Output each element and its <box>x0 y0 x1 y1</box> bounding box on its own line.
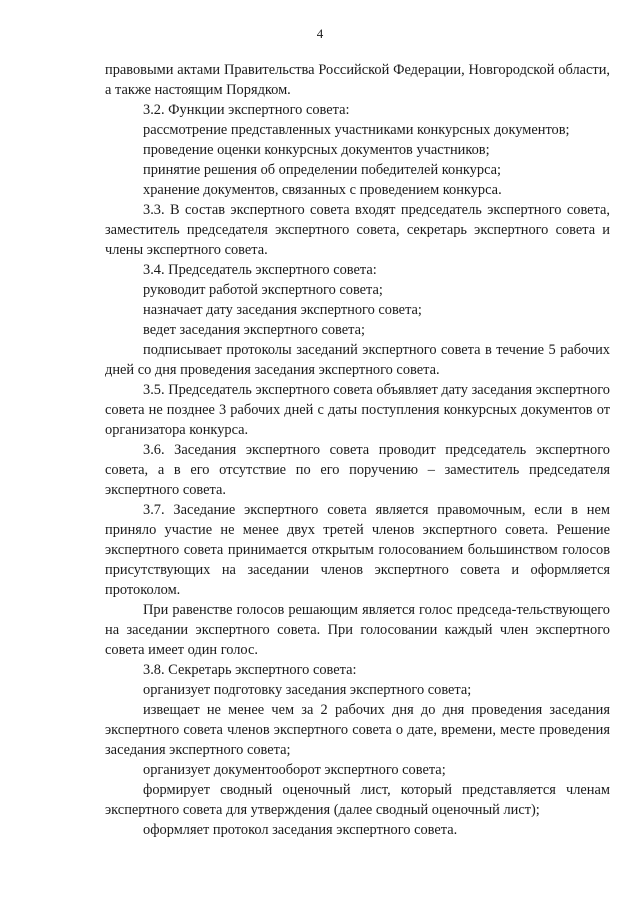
paragraph: формирует сводный оценочный лист, который представляется членам экспертного совета для утверждения (далее сводный оценочный лист); <box>105 782 610 818</box>
page-number: 4 <box>316 26 324 41</box>
paragraph: 3.3. В состав экспертного совета входят председатель экспертного совета, заместитель председателя экспертного совета, секретарь экспертного совета и члены экспертного совета. <box>105 202 610 258</box>
paragraph: подписывает протоколы заседаний экспертного совета в течение 5 рабочих дней со дня проведения заседания экспертного совета. <box>105 342 610 378</box>
paragraph: правовыми актами Правительства Российской Федерации, Новгородской области, а также настоящим Порядком. <box>105 62 610 98</box>
paragraph: назначает дату заседания экспертного совета; <box>143 302 422 318</box>
paragraph: оформляет протокол заседания экспертного совета. <box>143 822 458 838</box>
paragraph: организует документооборот экспертного совета; <box>143 762 446 778</box>
paragraph: организует подготовку заседания экспертного совета; <box>143 682 472 698</box>
paragraph: проведение оценки конкурсных документов участников; <box>143 142 490 158</box>
paragraph: 3.5. Председатель экспертного совета объявляет дату заседания экспертного совета не позднее 3 рабочих дней с даты поступления конкурсных документов от организатора конкурса. <box>105 382 610 438</box>
paragraph: извещает не менее чем за 2 рабочих дня до дня проведения заседания экспертного совета членов экспертного совета о дате, времени, месте проведения заседания экспертного совета; <box>105 702 610 758</box>
paragraph: 3.8. Секретарь экспертного совета: <box>143 662 357 678</box>
paragraph: 3.6. Заседания экспертного совета проводит председатель экспертного совета, а в его отсутствие по его поручению – заместитель председателя экспертного совета. <box>105 442 610 498</box>
paragraph: 3.7. Заседание экспертного совета является правомочным, если в нем приняло участие не менее двух третей членов экспертного совета. Решение экспертного совета принимается открытым голосованием большинством голосов присутствующих на заседании членов экспертного совета и оформляется протоколом. <box>105 502 610 598</box>
paragraph: принятие решения об определении победителей конкурса; <box>143 162 502 178</box>
paragraph: ведет заседания экспертного совета; <box>143 322 366 338</box>
paragraph: рассмотрение представленных участниками конкурсных документов; <box>143 122 570 138</box>
paragraph: 3.4. Председатель экспертного совета: <box>143 262 377 278</box>
document-body <box>105 60 610 840</box>
paragraph: руководит работой экспертного совета; <box>143 282 383 298</box>
paragraph: 3.2. Функции экспертного совета: <box>143 102 350 118</box>
paragraph: хранение документов, связанных с проведением конкурса. <box>143 182 502 198</box>
paragraph: При равенстве голосов решающим является голос председа-тельствующего на заседании экспертного совета. При голосовании каждый член экспертного совета имеет один голос. <box>105 602 610 658</box>
